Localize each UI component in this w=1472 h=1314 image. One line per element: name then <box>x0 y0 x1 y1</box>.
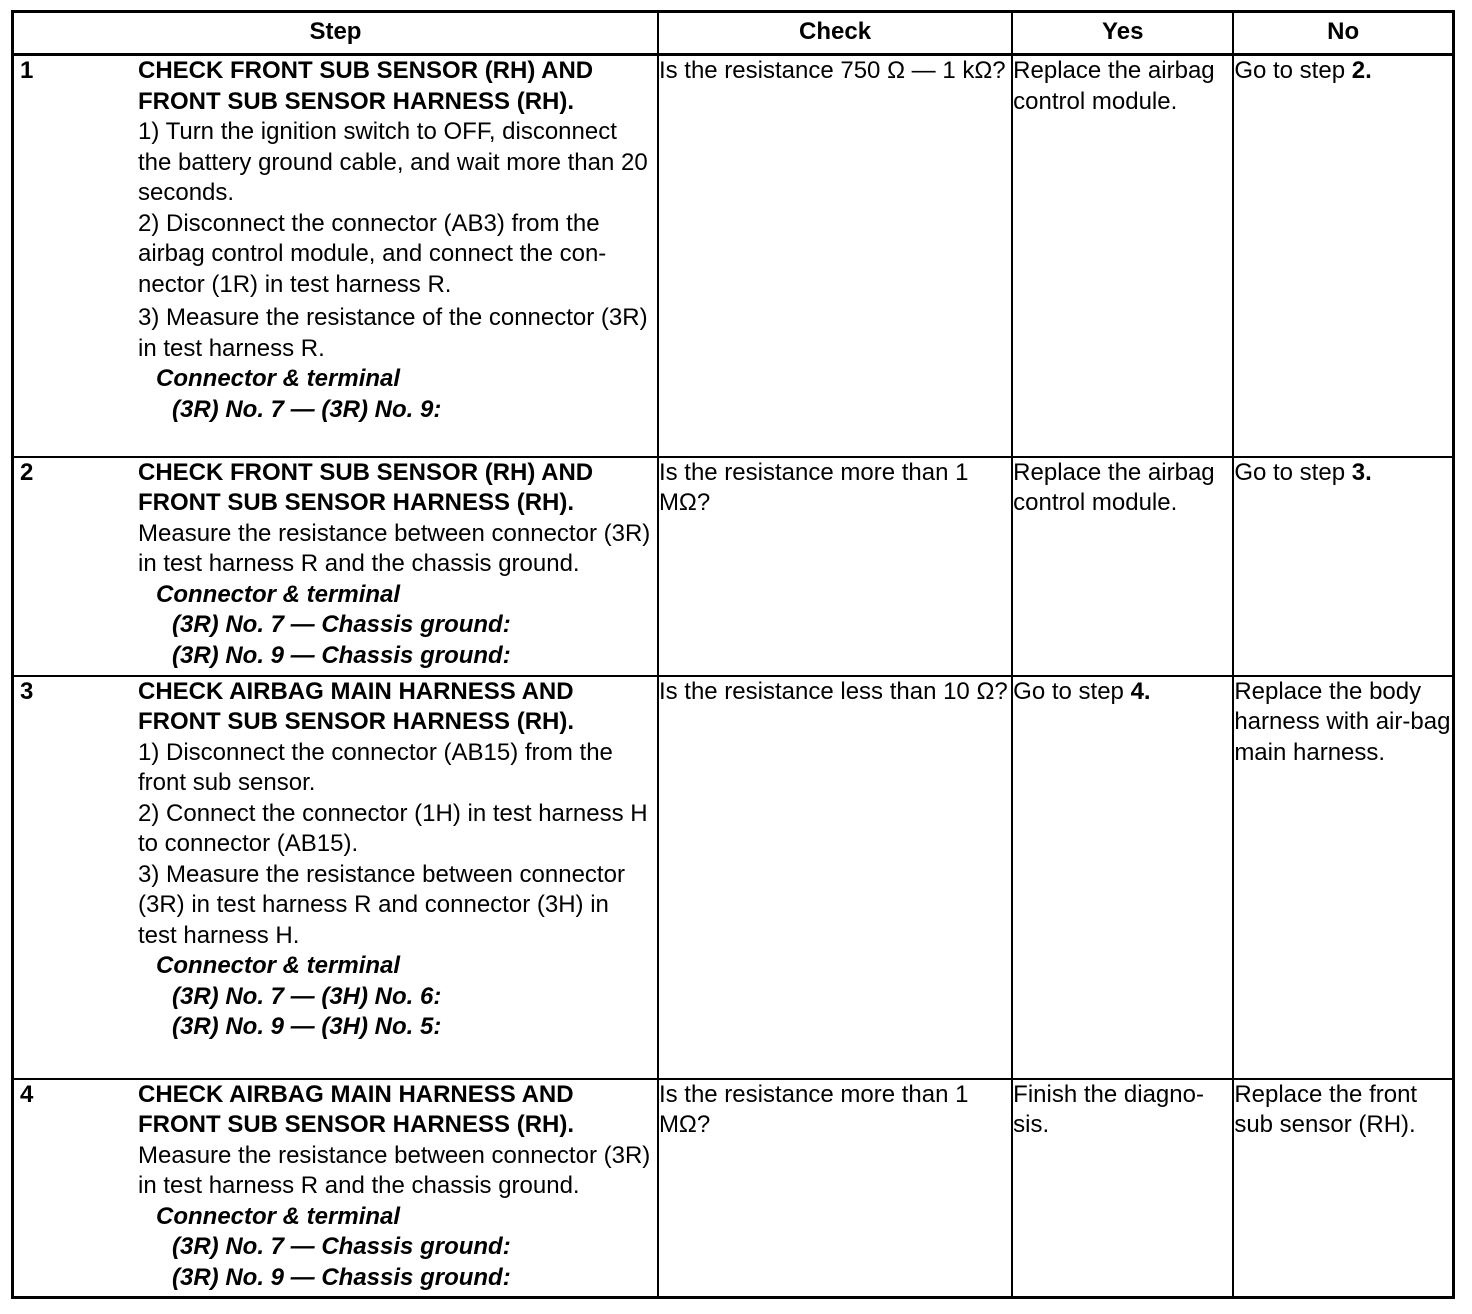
header-row <box>13 12 1454 55</box>
no-step-ref: 3. <box>1351 458 1372 486</box>
header-no: No <box>1233 12 1453 55</box>
step-number: 3 <box>20 677 34 705</box>
connector-label: Connector & terminal <box>156 580 401 608</box>
yes-cell: Replace the airbag control module. <box>1012 55 1233 457</box>
check-cell: Is the resistance 750 Ω — 1 kΩ? <box>658 55 1012 457</box>
step-instruction: 1) Disconnect the connector (AB15) from the front sub sensor. <box>138 738 613 796</box>
step-instruction: Measure the resistance between connector (3R) in test harness R and the chassis ground. <box>138 1141 651 1199</box>
no-text: Go to step <box>1234 57 1352 84</box>
header-check: Check <box>658 12 1012 55</box>
no-cell <box>1233 457 1453 676</box>
connector-item: (3R) No. 9 — Chassis ground: <box>172 1263 511 1291</box>
connector-item: (3R) No. 7 — Chassis ground: <box>172 611 511 638</box>
table-row <box>13 1079 1454 1298</box>
diagnostic-table <box>11 10 1455 1299</box>
yes-text: Go to step <box>1013 677 1131 705</box>
no-cell: Replace the front sub sensor (RH). <box>1233 1079 1453 1298</box>
step-instruction: 3) Measure the resistance of the connector (3R) in test harness R. <box>138 304 648 362</box>
yes-step-ref: 4. <box>1130 677 1151 705</box>
step-title: CHECK AIRBAG MAIN HARNESS AND FRONT SUB SENSOR HARNESS (RH). <box>138 677 575 735</box>
step-instruction: 1) Turn the ignition switch to OFF, disconnect the battery ground cable, and wait more than 20 seconds. <box>138 118 648 206</box>
step-title: CHECK FRONT SUB SENSOR (RH) AND FRONT SUB SENSOR HARNESS (RH). <box>138 57 594 115</box>
step-instruction: 2) Connect the connector (1H) in test harness H to connector (AB15). <box>138 799 648 857</box>
header-step: Step <box>13 12 658 55</box>
step-cell <box>13 55 658 457</box>
step-number: 4 <box>20 1080 34 1108</box>
no-cell <box>1233 55 1453 457</box>
header-yes: Yes <box>1012 12 1233 55</box>
step-cell <box>13 457 658 676</box>
no-text: Go to step <box>1234 458 1352 486</box>
step-cell <box>13 1079 658 1298</box>
step-title: CHECK AIRBAG MAIN HARNESS AND FRONT SUB SENSOR HARNESS (RH). <box>138 1080 575 1138</box>
no-step-ref: 2. <box>1351 57 1372 84</box>
connector-item: (3R) No. 7 — Chassis ground: <box>172 1233 511 1260</box>
yes-cell <box>1012 676 1233 1079</box>
step-number: 2 <box>20 458 34 486</box>
check-cell: Is the resistance more than 1 MΩ? <box>658 457 1012 676</box>
step-instruction: 3) Measure the resistance between connector (3R) in test harness R and connector (3H) in test harness H. <box>138 860 625 949</box>
no-cell: Replace the body harness with air-bag main harness. <box>1233 676 1453 1079</box>
connector-item: (3R) No. 9 — Chassis ground: <box>172 641 511 669</box>
table-row <box>13 457 1454 676</box>
yes-cell: Replace the airbag control module. <box>1012 457 1233 676</box>
yes-cell: Finish the diagno-sis. <box>1012 1079 1233 1298</box>
connector-item: (3R) No. 7 — (3R) No. 9: <box>172 395 442 423</box>
check-cell: Is the resistance more than 1 MΩ? <box>658 1079 1012 1298</box>
table-row <box>13 55 1454 457</box>
step-instruction: 2) Disconnect the connector (AB3) from the airbag control module, and connect the con-nector (1R) in test harness R. <box>138 209 607 298</box>
table-row <box>13 676 1454 1079</box>
connector-item: (3R) No. 9 — (3H) No. 5: <box>172 1013 442 1040</box>
connector-label: Connector & terminal <box>156 1202 401 1230</box>
connector-item: (3R) No. 7 — (3H) No. 6: <box>172 982 442 1010</box>
step-cell <box>13 676 658 1079</box>
step-instruction: Measure the resistance between connector (3R) in test harness R and the chassis ground. <box>138 519 651 577</box>
step-number: 1 <box>20 57 34 84</box>
connector-label: Connector & terminal <box>156 365 401 392</box>
step-title: CHECK FRONT SUB SENSOR (RH) AND FRONT SUB SENSOR HARNESS (RH). <box>138 458 594 516</box>
check-cell: Is the resistance less than 10 Ω? <box>658 676 1012 1079</box>
connector-label: Connector & terminal <box>156 952 401 979</box>
